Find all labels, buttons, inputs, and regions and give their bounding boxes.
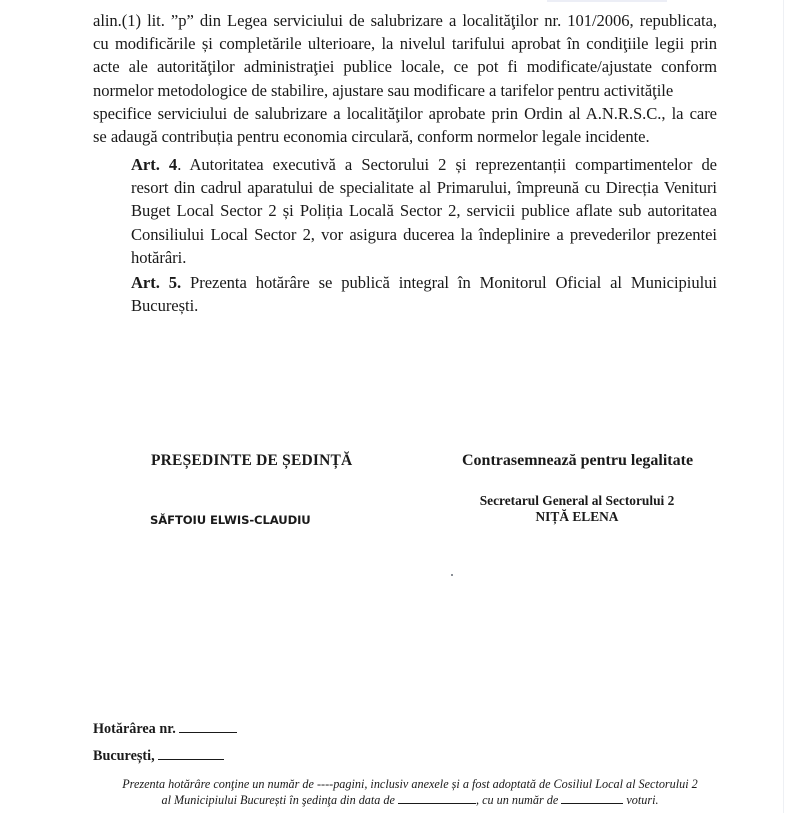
- note-text: , cu un număr de: [475, 793, 559, 807]
- votes-blank: [561, 802, 623, 804]
- text-line: se adaugă contribuția pentru economia circulară, conform normelor legale incidente.: [93, 127, 650, 147]
- article-4-text: . Autoritatea executivă a Sectorului 2 și reprezentanții compartimentelor de: [177, 155, 718, 174]
- president-name: SĂFTOIU ELWIS-CLAUDIU: [150, 513, 311, 527]
- secretary-role: Secretarul General al Sectorului 2: [479, 493, 675, 508]
- decision-number-label: Hotărârea nr.: [93, 721, 176, 737]
- adoption-note: [90, 776, 730, 808]
- text-line: hotărâri.: [131, 247, 187, 267]
- president-title: PREȘEDINTE DE ȘEDINȚĂ: [151, 452, 353, 469]
- text-line: alin.(1) lit. ”p” din Legea serviciului de salubrizare a localităţilor nr. 101/2006, republicata,: [93, 11, 717, 30]
- countersign-title: Contrasemnează pentru legalitate: [462, 452, 694, 469]
- adoption-note-line-1: Prezenta hotărâre conţine un număr de ----pagini, inclusiv anexele și a fost adoptată de Cosiliul Local al Sectorului 2: [122, 777, 698, 791]
- text-line: București.: [131, 296, 199, 316]
- article-5-label: Art. 5.: [131, 273, 182, 292]
- paragraph-article-4: [93, 153, 717, 269]
- secretary-block: [470, 493, 684, 525]
- note-text: voturi.: [626, 793, 659, 807]
- note-text: al Municipiului București în şedinţa din data de: [161, 793, 395, 807]
- session-date-blank: [398, 802, 476, 804]
- scan-artifact: [547, 0, 667, 2]
- paragraph-article-5: [93, 271, 717, 317]
- secretary-name: NIȚĂ ELENA: [535, 509, 619, 524]
- text-line: Consiliului Local Sector 2, vor asigura ducerea la îndeplinire a prevederilor prezentei: [131, 224, 717, 244]
- city-date-blank: [158, 758, 224, 760]
- city-date-field: [93, 748, 224, 765]
- text-line: [93, 153, 717, 176]
- city-label: București,: [93, 748, 155, 764]
- text-line: acte ale autorităţilor administraţiei publice locale, ce pot fi modificate/ajustate conform: [93, 57, 717, 77]
- text-line: resort din cadrul aparatului de specialitate al Primarului, împreună cu Direcția Venituri: [131, 178, 717, 198]
- text-line: [93, 271, 717, 294]
- text-line: cu modificările și completările ulterioare, la nivelul tarifului aprobat în condiţiile legii prin: [93, 34, 717, 54]
- text-line: specifice serviciului de salubrizare a localităţilor aprobate prin Ordin al A.N.R.S.C., la care: [93, 103, 717, 123]
- adoption-note-line-2: [90, 792, 730, 808]
- scan-speck: [451, 574, 453, 576]
- article-5-text: Prezenta hotărâre se publică integral în Monitorul Oficial al Municipiului: [181, 273, 717, 292]
- scan-edge-line: [783, 0, 784, 813]
- text-line: Buget Local Sector 2 și Poliția Locală Sector 2, servicii publice aflate sub autoritatea: [131, 201, 717, 221]
- text-line: normelor metodologice de stabilire, ajustare sau modificare a tarifelor pentru activităţile: [93, 80, 674, 100]
- decision-number-blank: [179, 731, 237, 733]
- decision-number-field: [93, 721, 237, 738]
- article-4-label: Art. 4: [131, 155, 178, 174]
- paragraph-article-3-continuation: [93, 9, 717, 148]
